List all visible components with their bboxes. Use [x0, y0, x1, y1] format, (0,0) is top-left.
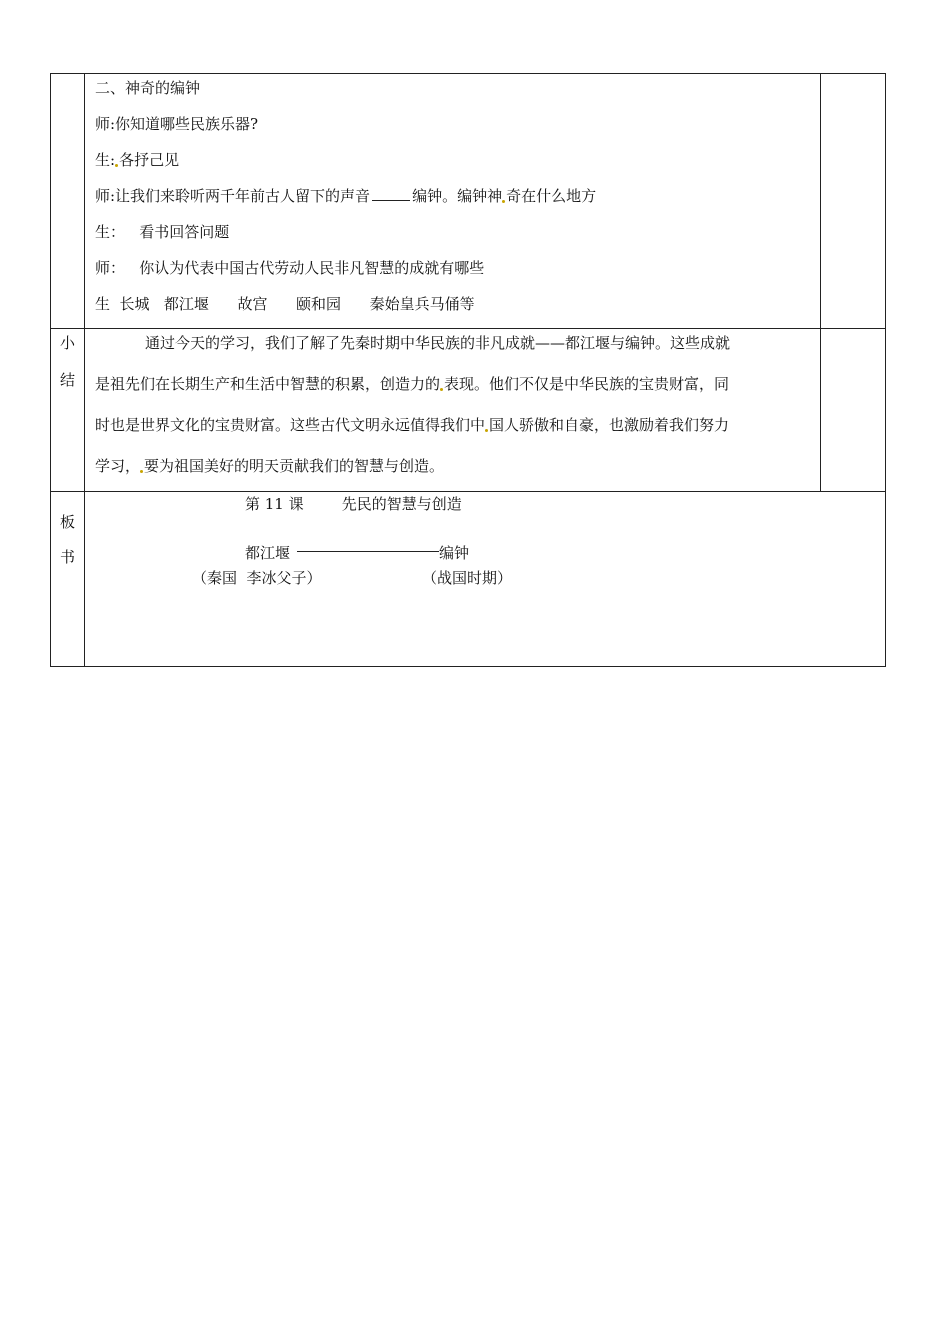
- student-prefix: 生:: [95, 151, 116, 169]
- student-line-3: 生 长城 都江堰 故宫 颐和园 秦始皇兵马俑等: [95, 295, 475, 313]
- column-divider-right: [820, 74, 821, 491]
- summary-line-3-b: 国人骄傲和自豪，也激励着我们努力: [489, 416, 730, 434]
- emphasis-mark: [485, 429, 488, 432]
- board-right-note: （战国时期）: [422, 569, 513, 587]
- board-label-1: 板: [59, 513, 75, 531]
- teacher-line-3: 师： 你认为代表中国古代劳动人民非凡智慧的成就有哪些: [95, 259, 485, 277]
- row-divider-1: [51, 328, 885, 329]
- emphasis-mark: [502, 200, 505, 203]
- teacher-line-2-b: 编钟。编钟神: [412, 187, 503, 205]
- summary-line-4: [95, 456, 444, 476]
- summary-line-3: [95, 415, 729, 435]
- emphasis-mark: [140, 470, 143, 473]
- emphasis-mark: [440, 388, 443, 391]
- summary-label-2: 结: [59, 371, 75, 389]
- teacher-line-2-a: 师:让我们来聆听两千年前古人留下的声音: [95, 187, 371, 205]
- row-divider-2: [51, 491, 885, 492]
- emphasis-mark: [115, 164, 118, 167]
- board-connector-line: [297, 551, 439, 552]
- section-heading: 二、神奇的编钟: [95, 79, 201, 97]
- teacher-line-2-c: 奇在什么地方: [506, 187, 597, 205]
- summary-line-1: 通过今天的学习，我们了解了先秦时期中华民族的非凡成就——都江堰与编钟。这些成就: [145, 334, 731, 352]
- summary-line-3-a: 时也是世界文化的宝贵财富。这些古代文明永远值得我们中: [95, 416, 486, 434]
- board-label-2: 书: [59, 548, 75, 566]
- board-right-term: 编钟: [439, 544, 470, 562]
- board-left-note: （秦国 李冰父子）: [192, 569, 322, 587]
- summary-line-4-b: 要为祖国美好的明天贡献我们的智慧与创造。: [144, 457, 445, 475]
- summary-line-2-a: 是祖先们在长期生产和生活中智慧的积累，创造力的: [95, 375, 441, 393]
- board-left-term: 都江堰: [245, 544, 291, 562]
- teacher-line-1: 师:你知道哪些民族乐器?: [95, 115, 259, 133]
- summary-label-1: 小: [59, 334, 75, 352]
- summary-line-2: [95, 374, 729, 394]
- teacher-line-2: [95, 186, 596, 206]
- student-line-1: [95, 150, 179, 170]
- board-title: 第 11 课 先民的智慧与创造: [245, 495, 462, 513]
- summary-line-4-a: 学习，: [95, 457, 141, 475]
- student-answer: 各抒己见: [119, 151, 180, 169]
- fill-blank: [372, 186, 410, 201]
- column-divider-left: [84, 74, 85, 667]
- student-line-2: 生： 看书回答问题: [95, 223, 230, 241]
- summary-line-2-b: 表现。他们不仅是中华民族的宝贵财富，同: [444, 375, 730, 393]
